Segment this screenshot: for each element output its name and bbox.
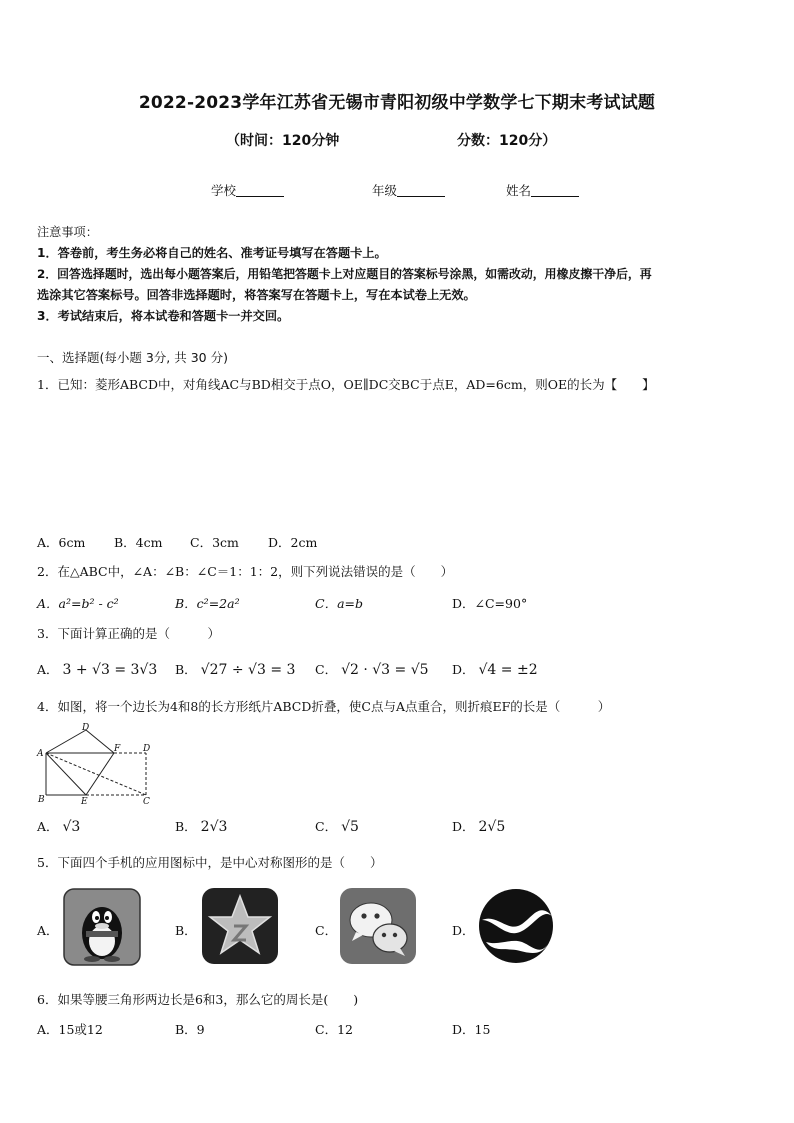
q4-option-c-prefix: C． (315, 819, 338, 834)
q4-option-b (175, 817, 227, 835)
q2-option-a: A．a²=b² - c² (37, 596, 119, 611)
q3-option-b-expr: √27 ÷ √3 = 3 (200, 662, 296, 678)
school-label: 学校 (211, 183, 237, 198)
label-b: B (38, 795, 45, 805)
note-line-3: 3．考试结束后，将本试卷和答题卡一并交回。 (37, 309, 290, 323)
q1-option-c: C．3cm (190, 535, 239, 550)
q4-option-a-prefix: A． (37, 819, 59, 834)
q4-option-d-prefix: D． (452, 819, 475, 834)
q3-option-d-prefix: D． (452, 662, 475, 677)
time-label: （时间：120分钟 (226, 133, 340, 149)
q3-option-d (452, 660, 538, 678)
q4-folding-figure (36, 720, 156, 806)
q6-option-c: C．12 (315, 1022, 353, 1037)
q6-option-a: A．15或12 (37, 1022, 103, 1037)
name-field (506, 181, 579, 199)
label-c: C (143, 797, 150, 806)
page-title: 2022-2023学年江苏省无锡市青阳初级中学数学七下期末考试试题 (138, 93, 656, 113)
grade-blank (397, 184, 445, 197)
q3-option-c-expr: √2 · √3 = √5 (341, 662, 429, 678)
q1-stem: 1．已知：菱形ABCD中，对角线AC与BD相交于点O，OE∥DC交BC于点E，AD=6cm，则OE的长为【 】 (37, 377, 655, 392)
q2-stem: 2．在△ABC中，∠A：∠B：∠C＝1：1：2，则下列说法错误的是（ ） (37, 564, 454, 579)
q6-stem: 6．如果等腰三角形两边长是6和3，那么它的周长是( ) (37, 992, 359, 1007)
q5-stem: 5．下面四个手机的应用图标中，是中心对称图形的是（ ） (37, 855, 383, 870)
q6-option-d: D．15 (452, 1022, 491, 1037)
score-label: 分数：120分） (457, 133, 557, 149)
name-label: 姓名 (506, 183, 532, 198)
q3-option-a (37, 660, 157, 678)
label-a: A (37, 749, 44, 759)
q4-option-a (37, 817, 80, 835)
q5-option-c-label: C． (315, 923, 338, 938)
q4-option-d-expr: 2√5 (478, 819, 506, 835)
star-icon (200, 886, 280, 966)
q3-option-a-prefix: A． (37, 662, 59, 677)
grade-label: 年级 (372, 183, 398, 198)
notes-heading: 注意事项： (37, 225, 98, 239)
school-field (211, 181, 284, 199)
grade-field (372, 181, 445, 199)
q2-option-b: B．c²=2a² (175, 596, 240, 611)
label-f: F (114, 744, 121, 754)
name-blank (531, 184, 579, 197)
q5-option-b-label: B． (175, 923, 197, 938)
q4-option-b-prefix: B． (175, 819, 197, 834)
swirl-logo-icon (476, 886, 556, 966)
note-line-2b: 选涂其它答案标号。回答非选择题时，将答案写在答题卡上，写在本试卷上无效。 (37, 288, 476, 302)
q6-option-b: B．9 (175, 1022, 205, 1037)
q3-option-b (175, 660, 295, 678)
note-line-2a: 2．回答选择题时，选出每小题答案后，用铅笔把答题卡上对应题目的答案标号涂黑，如需改动，用橡皮擦干净后，再 (37, 267, 652, 281)
q1-option-a: A．6cm (37, 535, 86, 550)
q3-stem: 3．下面计算正确的是（ ） (37, 626, 220, 641)
section-heading: 一、选择题(每小题 3分, 共 30 分) (37, 350, 228, 365)
q4-option-c (315, 817, 359, 835)
q1-option-d: D．2cm (268, 535, 318, 550)
q3-option-c-prefix: C． (315, 662, 338, 677)
q4-option-a-expr: √3 (62, 819, 81, 835)
q4-option-b-expr: 2√3 (200, 819, 228, 835)
label-e: E (81, 797, 88, 806)
label-d-folded: D (82, 723, 90, 733)
q5-option-a-label: A． (37, 923, 59, 938)
q2-option-c: C．a=b (315, 596, 363, 611)
label-d: D (143, 744, 151, 754)
q3-option-a-expr: 3 + √3 = 3√3 (62, 662, 158, 678)
q3-option-b-prefix: B． (175, 662, 197, 677)
note-line-1: 1．答卷前，考生务必将自己的姓名、准考证号填写在答题卡上。 (37, 246, 387, 260)
q4-option-c-expr: √5 (341, 819, 359, 835)
q1-option-b: B．4cm (114, 535, 163, 550)
q4-option-d (452, 817, 505, 835)
q4-stem: 4．如图，将一个边长为4和8的长方形纸片ABCD折叠，使C点与A点重合，则折痕EF的长是（ ） (37, 699, 611, 714)
q3-option-d-expr: √4 = ±2 (478, 662, 538, 678)
q3-option-c (315, 660, 429, 678)
q5-option-d-label: D． (452, 923, 475, 938)
q2-option-d: D．∠C=90° (452, 596, 528, 611)
penguin-icon (62, 887, 142, 967)
school-blank (236, 184, 284, 197)
chat-bubbles-icon (338, 886, 418, 966)
